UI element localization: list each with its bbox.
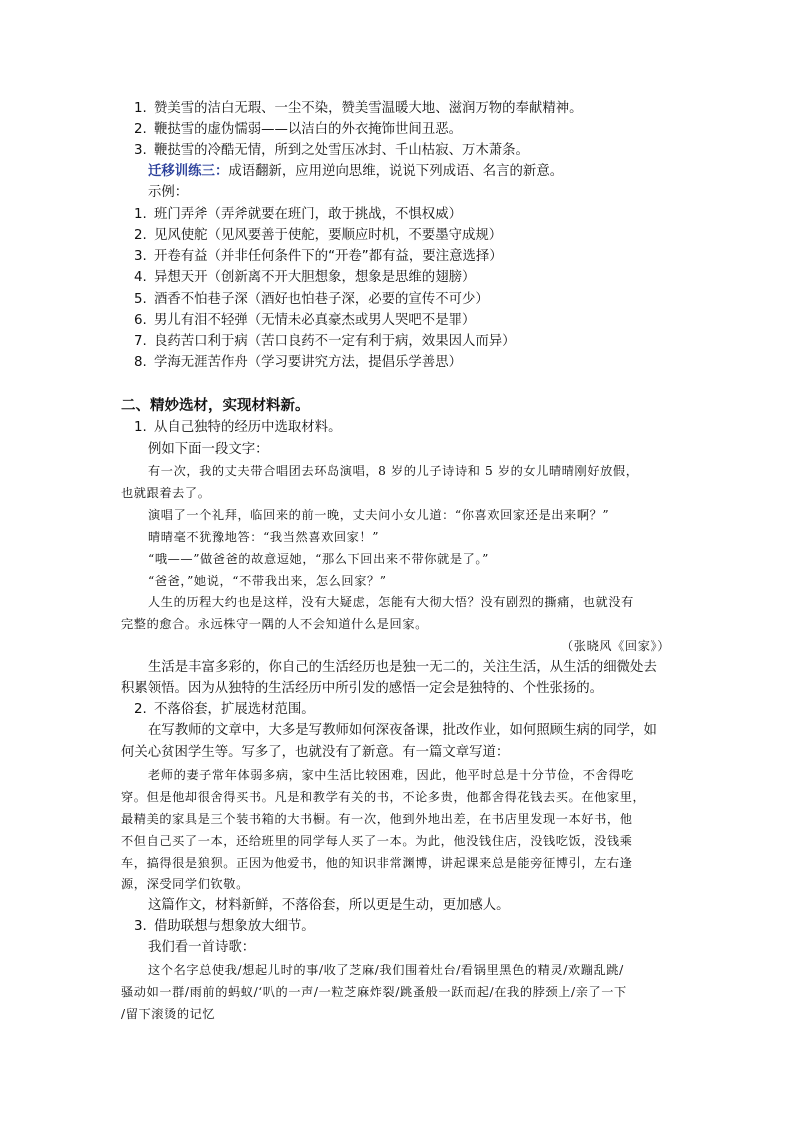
section-item: 从自己独特的经历中选取材料。 <box>154 420 342 435</box>
paragraph-line: 在写教师的文章中，大多是写教师如何深夜备课，批改作业，如何照顾生病的同学，如 <box>148 723 657 738</box>
list-number: 7. <box>134 334 147 349</box>
quote-line: “爸爸，”她说，“不带我出来，怎么回家？” <box>148 574 387 588</box>
poem-line: 这个名字总使我/想起儿时的事/收了芝麻/我们围着灶台/看锅里黑色的精灵/欢蹦乱跳/ <box>148 963 624 977</box>
quote-line: 穿。但是他却很舍得买书。凡是和教学有关的书，不论多贵，他都舍得花钱去买。在他家里， <box>121 790 646 804</box>
section-heading: 二、精妙选材，实现材料新。 <box>121 398 310 414</box>
list-item: 鞭挞雪的虚伪懦弱——以洁白的外衣掩饰世间丑恶。 <box>154 122 462 137</box>
quote-line: “哦——”做爸爸的故意逗她，“那么下回出来不带你就是了。” <box>148 552 489 566</box>
list-number: 2. <box>134 122 147 137</box>
list-number: 8. <box>134 355 147 370</box>
poem-intro: 我们看一首诗歌： <box>148 940 256 955</box>
list-number: 3. <box>134 249 147 264</box>
idiom-item: 班门弄斧（弄斧就要在班门，敢于挑战，不惧权威） <box>154 207 462 222</box>
paragraph-line: 积累领悟。因为从独特的生活经历中所引发的感悟一定会是独特的、个性张扬的。 <box>121 681 604 696</box>
paragraph-line: 这篇作文，材料新鲜，不落俗套，所以更是生动，更加感人。 <box>148 898 510 913</box>
quote-line: 老师的妻子常年体弱多病，家中生活比较困难，因此，他平时总是十分节俭，不舍得吃 <box>148 768 634 782</box>
list-number: 1. <box>134 420 147 435</box>
exercise-line <box>148 162 563 182</box>
list-number: 2. <box>134 702 147 717</box>
idiom-item: 良药苦口利于病（苦口良药不一定有利于病，效果因人而异） <box>154 334 516 349</box>
section-item: 借助联想与想象放大细节。 <box>154 919 315 934</box>
quote-line: 有一次，我的丈夫带合唱团去环岛演唱，8 岁的儿子诗诗和 5 岁的女儿晴晴刚好放假， <box>148 464 639 478</box>
quote-line: 不但自己买了一本，还给班里的同学每人买了一本。为此，他没钱住店，没钱吃饭，没钱乘 <box>121 834 633 848</box>
example-intro: 例如下面一段文字： <box>148 442 269 457</box>
idiom-item: 酒香不怕巷子深（酒好也怕巷子深，必要的宣传不可少） <box>154 292 489 307</box>
poem-line: 骚动如一群/雨前的蚂蚁/‘叭的一声/一粒芝麻炸裂/跳蚤般一跃而起/在我的脖颈上/亲了一下 <box>121 985 627 999</box>
section-item: 不落俗套，扩展选材范围。 <box>154 702 315 717</box>
list-number: 6. <box>134 313 147 328</box>
list-number: 5. <box>134 292 147 307</box>
paragraph-line: 何关心贫困学生等。写多了，也就没有了新意。有一篇文章写道： <box>121 745 510 760</box>
poem-line: /留下滚烫的记忆 <box>121 1007 216 1021</box>
list-number: 1. <box>134 101 147 116</box>
list-number: 2. <box>134 228 147 243</box>
paragraph-line: 生活是丰富多彩的，你自己的生活经历也是独一无二的，关注生活，从生活的细微处去 <box>148 660 657 675</box>
list-item: 赞美雪的洁白无瑕、一尘不染，赞美雪温暖大地、滋润万物的奉献精神。 <box>154 101 583 116</box>
list-item: 鞭挞雪的冷酷无情，所到之处雪压冰封、千山枯寂、万木萧条。 <box>154 143 529 158</box>
quote-line: 晴晴毫不犹豫地答：“我当然喜欢回家！” <box>148 530 380 544</box>
idiom-item: 学海无涯苦作舟（学习要讲究方法，提倡乐学善思） <box>154 355 462 370</box>
quote-source: （张晓风《回家》） <box>561 639 670 653</box>
example-label: 示例： <box>148 185 189 200</box>
quote-line: 源，深受同学们钦敬。 <box>121 877 249 891</box>
idiom-item: 男儿有泪不轻弹（无情未必真豪杰或男人哭吧不是罪） <box>154 313 476 328</box>
list-number: 4. <box>134 270 147 285</box>
list-number: 3. <box>134 143 147 158</box>
quote-line: 最精美的家具是三个装书箱的大书橱。有一次，他到外地出差，在书店里发现一本好书，他 <box>121 812 633 826</box>
idiom-item: 开卷有益（并非任何条件下的“开卷”都有益，要注意选择） <box>154 249 503 264</box>
idiom-item: 见风使舵（见风要善于使舵，要顺应时机，不要墨守成规） <box>154 228 503 243</box>
list-number: 3. <box>134 919 147 934</box>
exercise-label: 迁移训练三： <box>148 164 229 179</box>
quote-line: 完整的愈合。永远株守一隅的人不会知道什么是回家。 <box>121 617 428 631</box>
quote-line: 演唱了一个礼拜，临回来的前一晚，丈夫问小女儿道：“你喜欢回家还是出来啊？” <box>148 508 610 522</box>
list-number: 1. <box>134 207 147 222</box>
quote-line: 人生的历程大约也是这样，没有大疑虑，怎能有大彻大悟？没有剧烈的撕痛，也就没有 <box>148 595 634 609</box>
quote-line: 车，搞得很是狼狈。正因为他爱书，他的知识非常渊博，讲起课来总是能旁征博引，左右逢 <box>121 856 633 870</box>
quote-line: 也就跟着去了。 <box>121 486 211 500</box>
idiom-item: 异想天开（创新离不开大胆想象，想象是思维的翅膀） <box>154 270 476 285</box>
exercise-text: 成语翻新，应用逆向思维，说说下列成语、名言的新意。 <box>228 164 564 179</box>
